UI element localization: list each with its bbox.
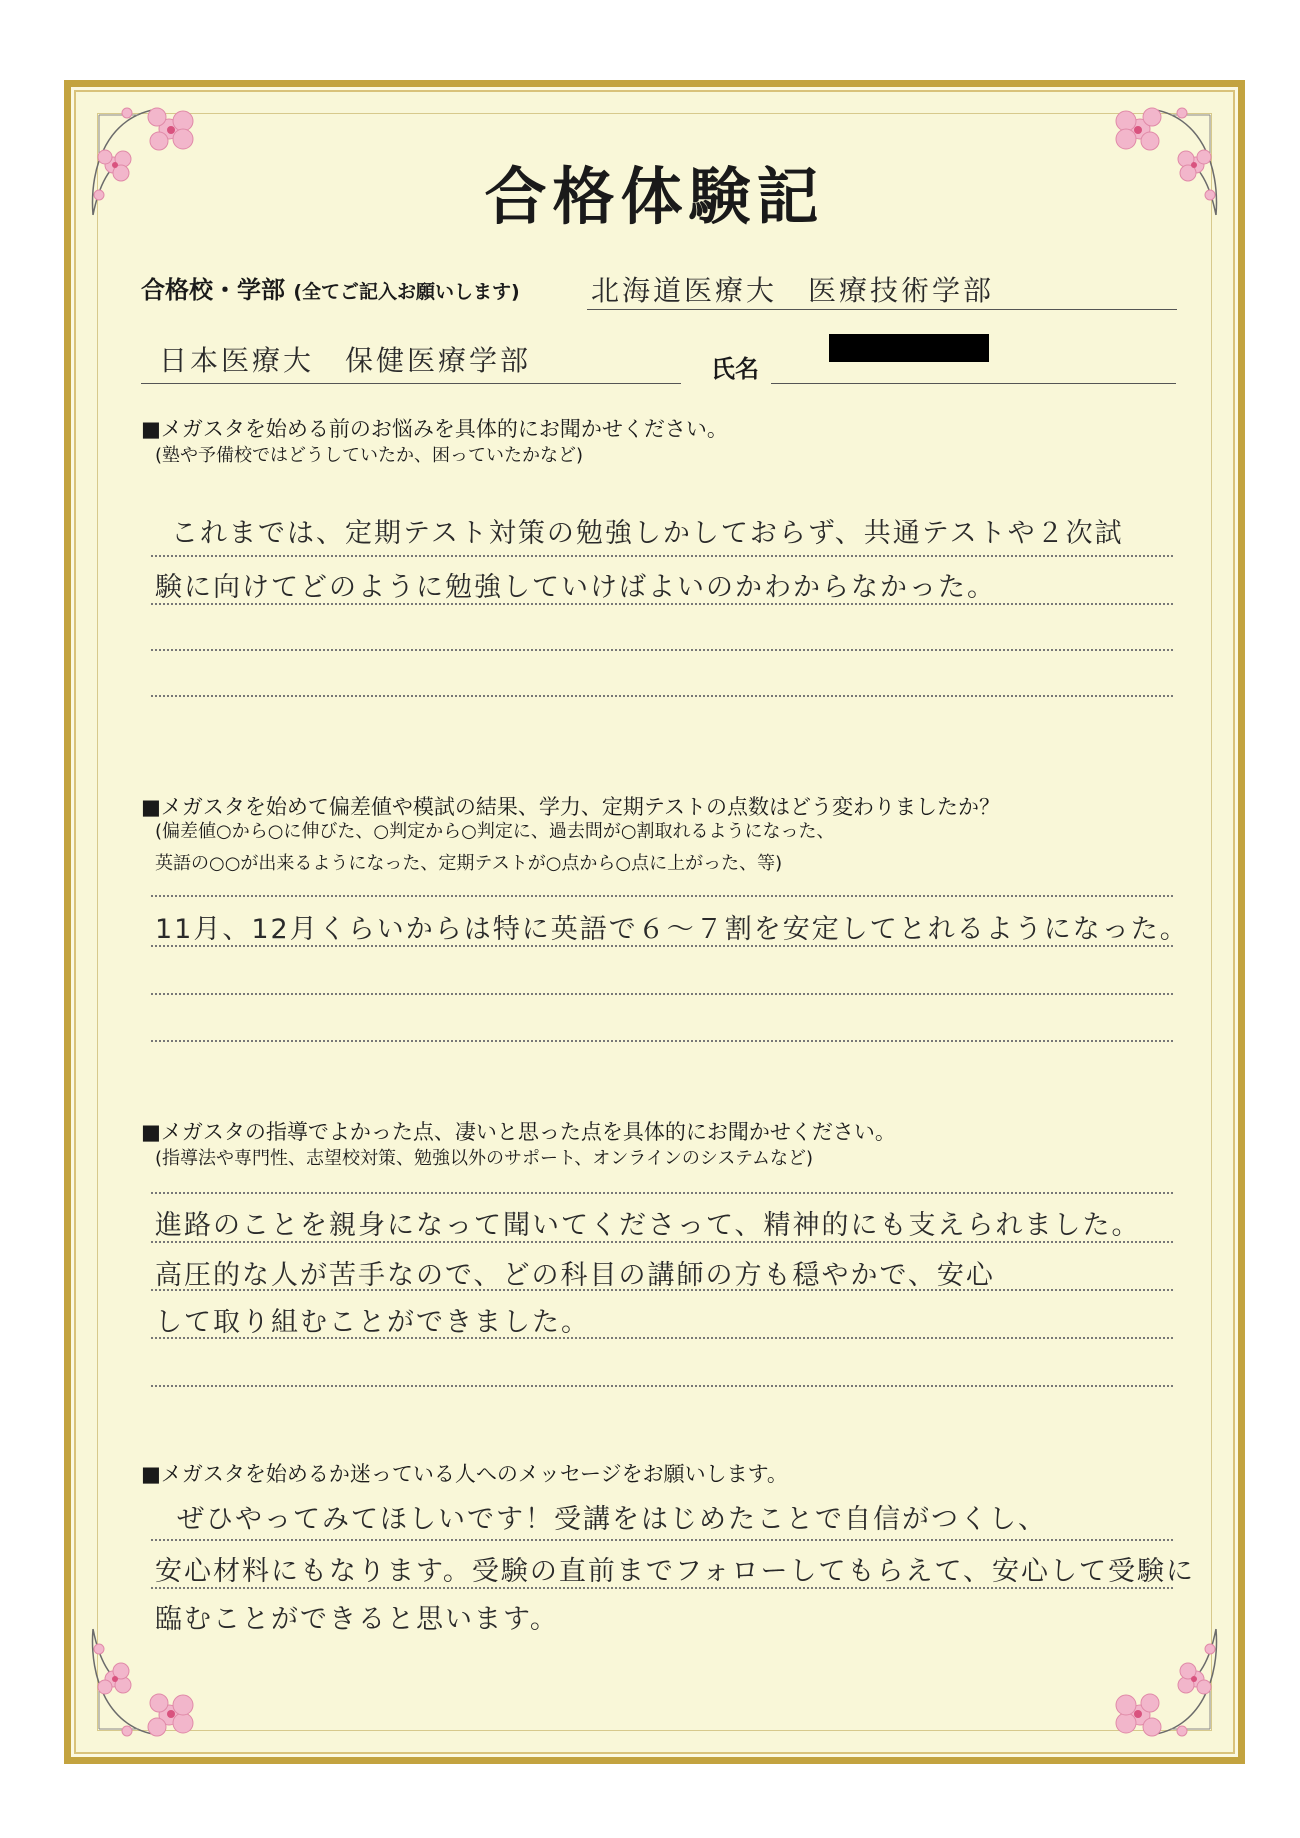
question-3-answer-line-2: 高圧的な人が苦手なので、どの科目の講師の方も穏やかで、安心	[155, 1260, 995, 1291]
question-3-hint: (指導法や専門性、志望校対策、勉強以外のサポート、オンラインのシステムなど)	[155, 1148, 814, 1169]
dotted-line	[151, 649, 1173, 651]
dotted-line	[151, 1337, 1173, 1339]
question-1-hint: (塾や予備校ではどうしていたか、困っていたかなど)	[155, 445, 584, 466]
dotted-line	[151, 1040, 1173, 1042]
redacted-name	[829, 334, 989, 362]
question-4-answer-line-3: 臨むことができると思います。	[155, 1604, 559, 1635]
question-2-answer-line-1: 11月、12月くらいからは特に英語で６～７割を安定してとれるようになった。	[155, 914, 1189, 945]
question-4-answer-line-1: ぜひやってみてほしいです！受講をはじめたことで自信がつくし、	[177, 1504, 1047, 1535]
dotted-line	[151, 603, 1173, 605]
name-underline	[771, 383, 1176, 384]
page-title: 合格体験記	[484, 160, 825, 233]
question-3-answer-line-3: して取り組むことができました。	[155, 1307, 590, 1338]
dotted-line	[151, 993, 1173, 995]
school-1-underline	[587, 309, 1177, 310]
question-3-prompt: ■メガスタの指導でよかった点、凄いと思った点を具体的にお聞かせください。	[141, 1120, 896, 1144]
question-2-hint-1: (偏差値○から○に伸びた、○判定から○判定に、過去問が○割取れるようになった、	[155, 821, 835, 842]
school-1-value: 北海道医療大 医療技術学部	[591, 274, 995, 307]
dotted-line	[151, 1192, 1173, 1194]
question-1-answer-line-1: これまでは、定期テスト対策の勉強しかしておらず、共通テストや２次試	[171, 518, 1124, 549]
cherry-blossom-corner-icon	[79, 1619, 209, 1749]
school-note: (全てご記入お願いします)	[293, 281, 520, 303]
question-1-prompt: ■メガスタを始める前のお悩みを具体的にお聞かせください。	[141, 417, 728, 441]
name-label: 氏名	[711, 355, 759, 383]
dotted-line	[151, 895, 1173, 897]
question-4-answer-line-2: 安心材料にもなります。受験の直前までフォローしてもらえて、安心して受験に	[155, 1556, 1195, 1587]
question-1-answer-line-2: 験に向けてどのように勉強していけばよいのかわからなかった。	[155, 572, 996, 603]
question-2-prompt: ■メガスタを始めて偏差値や模試の結果、学力、定期テストの点数はどう変わりましたか？	[141, 795, 1000, 819]
dotted-line	[151, 1587, 1173, 1589]
dotted-line	[151, 1241, 1173, 1243]
cherry-blossom-corner-icon	[1100, 1619, 1230, 1749]
dotted-line	[151, 945, 1173, 947]
question-4-prompt: ■メガスタを始めるか迷っている人へのメッセージをお願いします。	[141, 1462, 788, 1486]
dotted-line	[151, 1385, 1173, 1387]
dotted-line	[151, 555, 1173, 557]
question-3-answer-line-1: 進路のことを親身になって聞いてくださって、精神的にも支えられました。	[155, 1210, 1141, 1241]
question-2-hint-2: 英語の○○が出来るようになった、定期テストが○点から○点に上がった、等)	[155, 853, 783, 874]
dotted-line	[151, 695, 1173, 697]
school-2-underline	[141, 383, 681, 384]
school-label-text: 合格校・学部	[141, 276, 285, 304]
school-label	[141, 270, 520, 305]
certificate-frame	[64, 80, 1245, 1764]
school-2-value: 日本医療大 保健医療学部	[159, 344, 532, 377]
dotted-line	[151, 1289, 1173, 1291]
dotted-line	[151, 1539, 1173, 1541]
